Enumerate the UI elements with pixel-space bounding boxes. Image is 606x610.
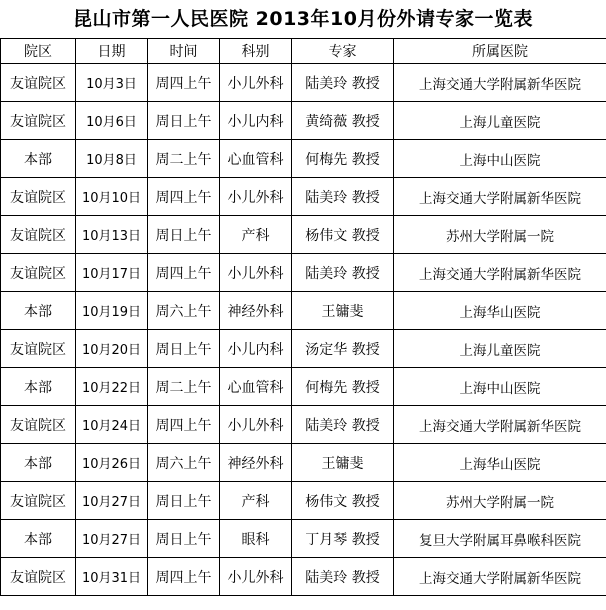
- cell-hospital: 上海华山医院: [394, 292, 606, 330]
- cell-dept: 神经外科: [220, 444, 292, 482]
- cell-time: 周四上午: [148, 254, 220, 292]
- cell-date: 10月26日: [76, 444, 148, 482]
- cell-date: 10月20日: [76, 330, 148, 368]
- cell-expert: 黄绮薇 教授: [292, 102, 394, 140]
- table-row: [1, 292, 606, 330]
- cell-dept: 心血管科: [220, 368, 292, 406]
- cell-expert: 王镛斐: [292, 292, 394, 330]
- sheet-title: 昆山市第一人民医院 2013年10月份外请专家一览表: [73, 8, 533, 30]
- cell-time: 周四上午: [148, 558, 220, 596]
- cell-date: 10月24日: [76, 406, 148, 444]
- cell-expert: 陆美玲 教授: [292, 558, 394, 596]
- cell-dept: 眼科: [220, 520, 292, 558]
- cell-time: 周日上午: [148, 216, 220, 254]
- table-row: [1, 178, 606, 216]
- cell-expert: 陆美玲 教授: [292, 254, 394, 292]
- cell-campus: 友谊院区: [1, 102, 76, 140]
- cell-expert: 王镛斐: [292, 444, 394, 482]
- cell-expert: 陆美玲 教授: [292, 178, 394, 216]
- cell-campus: 友谊院区: [1, 64, 76, 102]
- cell-hospital: 苏州大学附属一院: [394, 216, 606, 254]
- table-row: [1, 520, 606, 558]
- cell-hospital: 复旦大学附属耳鼻喉科医院: [394, 520, 606, 558]
- cell-campus: 友谊院区: [1, 558, 76, 596]
- cell-time: 周日上午: [148, 520, 220, 558]
- table-row: [1, 482, 606, 520]
- cell-expert: 陆美玲 教授: [292, 406, 394, 444]
- cell-campus: 友谊院区: [1, 216, 76, 254]
- cell-date: 10月6日: [76, 102, 148, 140]
- cell-campus: 友谊院区: [1, 482, 76, 520]
- table-row: [1, 368, 606, 406]
- header-row: [1, 39, 606, 64]
- cell-time: 周六上午: [148, 444, 220, 482]
- cell-date: 10月8日: [76, 140, 148, 178]
- header-hospital: 所属医院: [394, 39, 606, 64]
- cell-dept: 小儿外科: [220, 254, 292, 292]
- cell-expert: 陆美玲 教授: [292, 64, 394, 102]
- cell-hospital: 上海交通大学附属新华医院: [394, 558, 606, 596]
- cell-date: 10月17日: [76, 254, 148, 292]
- cell-campus: 本部: [1, 520, 76, 558]
- header-time: 时间: [148, 39, 220, 64]
- header-expert: 专家: [292, 39, 394, 64]
- cell-expert: 杨伟文 教授: [292, 482, 394, 520]
- cell-hospital: 上海交通大学附属新华医院: [394, 178, 606, 216]
- cell-time: 周二上午: [148, 140, 220, 178]
- cell-expert: 汤定华 教授: [292, 330, 394, 368]
- cell-dept: 心血管科: [220, 140, 292, 178]
- cell-campus: 本部: [1, 444, 76, 482]
- cell-hospital: 上海儿童医院: [394, 102, 606, 140]
- cell-campus: 友谊院区: [1, 178, 76, 216]
- cell-date: 10月22日: [76, 368, 148, 406]
- table-row: [1, 140, 606, 178]
- cell-dept: 小儿外科: [220, 558, 292, 596]
- cell-time: 周四上午: [148, 178, 220, 216]
- cell-date: 10月27日: [76, 520, 148, 558]
- cell-hospital: 上海交通大学附属新华医院: [394, 406, 606, 444]
- cell-date: 10月27日: [76, 482, 148, 520]
- cell-dept: 产科: [220, 482, 292, 520]
- table-row: [1, 444, 606, 482]
- cell-expert: 何梅先 教授: [292, 368, 394, 406]
- cell-dept: 小儿内科: [220, 102, 292, 140]
- table-row: [1, 330, 606, 368]
- cell-time: 周二上午: [148, 368, 220, 406]
- cell-campus: 友谊院区: [1, 254, 76, 292]
- cell-time: 周四上午: [148, 64, 220, 102]
- cell-hospital: 上海中山医院: [394, 368, 606, 406]
- cell-campus: 本部: [1, 140, 76, 178]
- cell-hospital: 上海交通大学附属新华医院: [394, 64, 606, 102]
- cell-campus: 友谊院区: [1, 406, 76, 444]
- cell-time: 周日上午: [148, 102, 220, 140]
- cell-dept: 产科: [220, 216, 292, 254]
- cell-hospital: 上海交通大学附属新华医院: [394, 254, 606, 292]
- cell-dept: 神经外科: [220, 292, 292, 330]
- cell-hospital: 苏州大学附属一院: [394, 482, 606, 520]
- cell-dept: 小儿外科: [220, 64, 292, 102]
- cell-expert: 何梅先 教授: [292, 140, 394, 178]
- cell-dept: 小儿外科: [220, 406, 292, 444]
- table-row: [1, 254, 606, 292]
- table-row: [1, 558, 606, 596]
- cell-expert: 丁月琴 教授: [292, 520, 394, 558]
- cell-time: 周四上午: [148, 406, 220, 444]
- cell-campus: 友谊院区: [1, 330, 76, 368]
- cell-date: 10月3日: [76, 64, 148, 102]
- table-row: [1, 216, 606, 254]
- cell-dept: 小儿外科: [220, 178, 292, 216]
- cell-date: 10月13日: [76, 216, 148, 254]
- cell-date: 10月31日: [76, 558, 148, 596]
- cell-dept: 小儿内科: [220, 330, 292, 368]
- header-date: 日期: [76, 39, 148, 64]
- cell-date: 10月19日: [76, 292, 148, 330]
- table-row: [1, 102, 606, 140]
- table-row: [1, 406, 606, 444]
- table-row: [1, 64, 606, 102]
- cell-expert: 杨伟文 教授: [292, 216, 394, 254]
- cell-hospital: 上海中山医院: [394, 140, 606, 178]
- header-campus: 院区: [1, 39, 76, 64]
- cell-hospital: 上海儿童医院: [394, 330, 606, 368]
- cell-time: 周日上午: [148, 330, 220, 368]
- table-body: [1, 64, 606, 596]
- cell-campus: 本部: [1, 292, 76, 330]
- expert-schedule-table: [0, 38, 606, 596]
- cell-hospital: 上海华山医院: [394, 444, 606, 482]
- cell-time: 周日上午: [148, 482, 220, 520]
- cell-campus: 本部: [1, 368, 76, 406]
- cell-date: 10月10日: [76, 178, 148, 216]
- header-dept: 科别: [220, 39, 292, 64]
- cell-time: 周六上午: [148, 292, 220, 330]
